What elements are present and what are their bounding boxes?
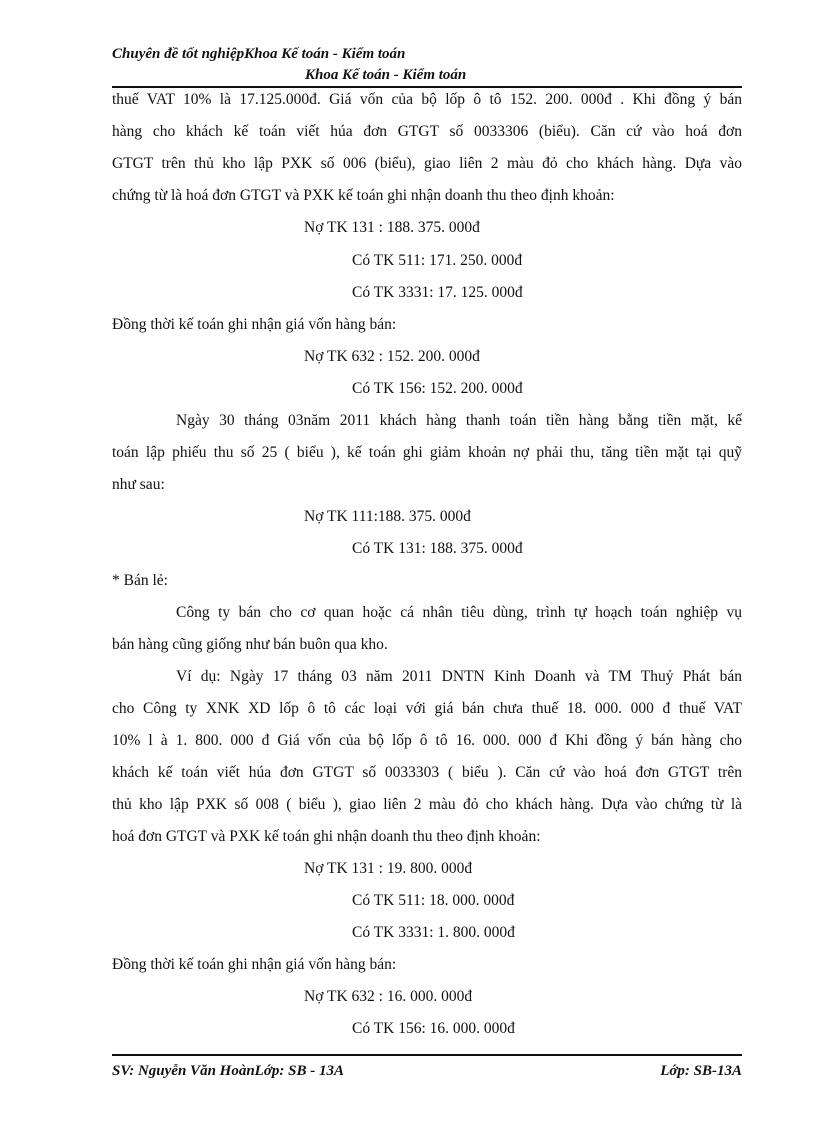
footer-student: SV: Nguyễn Văn HoànLớp: SB - 13A (112, 1063, 344, 1079)
journal-credit-entry: Có TK 156: 16. 000. 000đ (352, 1020, 515, 1037)
journal-debit-entry: Nợ TK 632 : 152. 200. 000đ (304, 348, 480, 365)
paragraph-line: Đồng thời kế toán ghi nhận giá vốn hàng bán: (112, 316, 397, 333)
header-department: Khoa Kế toán - Kiểm toán (305, 67, 467, 83)
journal-credit-entry: Có TK 511: 18. 000. 000đ (352, 892, 515, 909)
journal-debit-entry: Nợ TK 111:188. 375. 000đ (304, 508, 471, 525)
paragraph-line: 10% l à 1. 800. 000 đ Giá vốn của bộ lốp ô tô 16. 000. 000 đ Khi đồng ý bán hàng cho (112, 732, 742, 749)
footer-rule (112, 1054, 742, 1056)
paragraph-line: toán lập phiếu thu số 25 ( biểu ), kế toán ghi giảm khoản nợ phải thu, tăng tiền mặt tại quỹ (112, 444, 742, 461)
page-header (112, 44, 742, 90)
journal-debit-entry: Nợ TK 131 : 188. 375. 000đ (304, 219, 480, 236)
paragraph-line: khách kế toán viết húa đơn GTGT số 0033303 ( biểu ). Căn cứ vào hoá đơn GTGT trên (112, 764, 742, 781)
paragraph-line: bán hàng cũng giống như bán buôn qua kho. (112, 636, 388, 653)
footer-class: Lớp: SB-13A (660, 1063, 742, 1079)
paragraph-line: Công ty bán cho cơ quan hoặc cá nhân tiêu dùng, trình tự hoạch toán nghiệp vụ (176, 604, 742, 621)
paragraph-line: hàng cho khách kế toán viết húa đơn GTGT số 0033306 (biểu). Căn cứ vào hoá đơn (112, 123, 742, 140)
section-heading: * Bán lẻ: (112, 572, 168, 589)
journal-credit-entry: Có TK 156: 152. 200. 000đ (352, 380, 523, 397)
paragraph-line: như sau: (112, 476, 165, 493)
paragraph-line: GTGT trên thủ kho lập PXK số 006 (biểu), giao liên 2 màu đỏ cho khách hàng. Dựa vào (112, 155, 742, 172)
journal-credit-entry: Có TK 511: 171. 250. 000đ (352, 252, 523, 269)
paragraph-line: thuế VAT 10% là 17.125.000đ. Giá vốn của bộ lốp ô tô 152. 200. 000đ . Khi đồng ý bán (112, 91, 742, 108)
paragraph-line: Đồng thời kế toán ghi nhận giá vốn hàng bán: (112, 956, 397, 973)
paragraph-line: hoá đơn GTGT và PXK kế toán ghi nhận doanh thu theo định khoản: (112, 828, 541, 845)
journal-credit-entry: Có TK 131: 188. 375. 000đ (352, 540, 523, 557)
paragraph-line: chứng từ là hoá đơn GTGT và PXK kế toán ghi nhận doanh thu theo định khoản: (112, 187, 615, 204)
journal-credit-entry: Có TK 3331: 17. 125. 000đ (352, 284, 523, 301)
paragraph-line: Ngày 30 tháng 03năm 2011 khách hàng thanh toán tiền hàng bằng tiền mặt, kế (176, 412, 742, 429)
paragraph-line: thủ kho lập PXK số 008 ( biểu ), giao liên 2 màu đỏ cho khách hàng. Dựa vào chứng từ là (112, 796, 742, 813)
journal-debit-entry: Nợ TK 632 : 16. 000. 000đ (304, 988, 473, 1005)
journal-credit-entry: Có TK 3331: 1. 800. 000đ (352, 924, 515, 941)
header-title: Chuyên đề tốt nghiệpKhoa Kế toán - Kiểm toán (112, 46, 406, 62)
journal-debit-entry: Nợ TK 131 : 19. 800. 000đ (304, 860, 473, 877)
paragraph-line: Ví dụ: Ngày 17 tháng 03 năm 2011 DNTN Kinh Doanh và TM Thuỷ Phát bán (176, 668, 742, 685)
paragraph-line: cho Công ty XNK XD lốp ô tô các loại với giá bán chưa thuế 18. 000. 000 đ thuế VAT (112, 700, 742, 717)
